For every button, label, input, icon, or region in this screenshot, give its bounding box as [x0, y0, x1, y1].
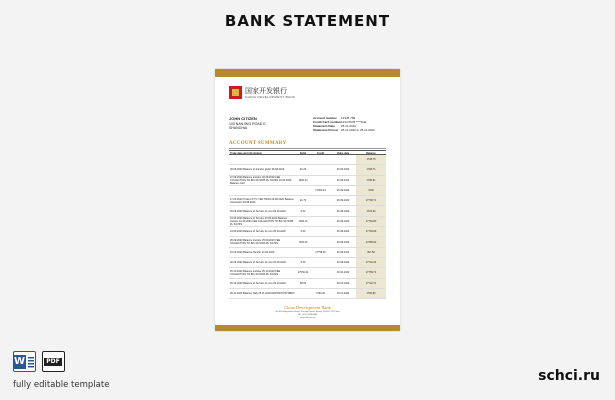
account-detail-label: Statement Date [313, 123, 335, 128]
row-description: 25.10.2020 Balance transfer 25.10.2020 FEE COLLECTION TO BIC 6471935 ZU DATFS [230, 269, 281, 276]
row-description: 25.09.2020 Balance transfer 25.09.2020 FEE COLLECTION TO BIC 6471935 ZU DATFS [230, 239, 281, 246]
row-description: 15.09.2020 Balance of Service 10.09.2020 Balance transfer 10.09.2020 FEE COLLECTION TO BIC 6471935 ZU DATFS [230, 216, 294, 226]
account-detail-value: 25.11.2020 [341, 123, 356, 128]
summary-divider [229, 148, 386, 149]
row-value-date: 30.09.2020 [336, 209, 350, 213]
column-header-balance: Balance [366, 152, 376, 155]
customer-name: JOHN CITIZEN [229, 116, 257, 121]
table-row [229, 258, 386, 268]
pdf-file-icon [42, 351, 65, 372]
row-description: 07.08.2020 Balance transfer 06.08.2020 FEE COLLECTION TO BIC 6471935 ZU DATFS 10.08.2020 Balance card [230, 175, 292, 185]
bottom-accent-bar [215, 325, 400, 331]
statement-document [215, 69, 400, 331]
column-header-credit: Credit [316, 152, 325, 155]
column-header-info: Trade date and information [230, 152, 263, 155]
row-balance: 1738.75 [356, 155, 386, 164]
row-description: 25.10.2020 Balance of Service Fe ono 25.10.2020 [230, 281, 286, 285]
row-value-date: 30.10.2020 [336, 271, 350, 275]
row-value-date: 30.09.2020 [336, 168, 350, 172]
customer-address-line: 100 NANJING ROAD E. [229, 121, 267, 126]
table-row [229, 217, 386, 227]
row-balance: 17742.71 [356, 279, 386, 288]
account-details [313, 117, 375, 133]
row-balance: 17732.44 [356, 258, 386, 267]
row-balance: 17486.92 [356, 237, 386, 246]
table-row [229, 206, 386, 216]
word-icon-letter: W [13, 356, 26, 367]
row-description: 10.09.2020 Balance Tansfer 10.09.2020 [230, 250, 275, 254]
account-summary-title: ACCOUNT SUMMARY [229, 141, 287, 146]
footer-contact [215, 311, 400, 320]
top-accent-bar [215, 69, 400, 77]
footer-web: www.cdb.com.cn [299, 317, 315, 319]
word-file-icon [13, 351, 36, 372]
row-debit: 6.20 [300, 261, 306, 265]
row-debit: 1063.10 [298, 219, 308, 223]
table-row [229, 248, 386, 258]
pdf-icon-label: PDF [44, 358, 62, 366]
column-header-value-date: Value date [336, 152, 350, 155]
row-debit: 17500.32 [297, 271, 309, 275]
row-balance: 17759.71 [356, 268, 386, 277]
table-row [229, 289, 386, 299]
row-value-date: 30.10.2020 [336, 281, 350, 285]
row-value-date: 30.09.2020 [336, 230, 350, 234]
row-value-date: 30.09.2020 [336, 240, 350, 244]
site-watermark: schci.ru [538, 368, 600, 384]
customer-address-line: SHANGHAI [229, 126, 248, 130]
account-detail-label: Statement Period [313, 127, 338, 132]
customer-address [229, 117, 267, 131]
row-balance: 1790.80 [356, 289, 386, 298]
row-balance: 1738.71 [356, 165, 386, 174]
table-row [229, 155, 386, 165]
row-credit: 7090.00 [315, 292, 326, 295]
table-row [229, 186, 386, 196]
row-balance: 1796.61 [356, 176, 386, 185]
row-balance: 397.52 [356, 248, 386, 257]
row-balance: 1000 [356, 186, 386, 195]
row-debit: 6.20 [300, 209, 306, 213]
row-debit: 1900.44 [298, 178, 308, 182]
row-balance: 17781.80 [356, 217, 386, 226]
row-credit: 17960.24 [315, 189, 326, 193]
column-header-debit: Debit [299, 152, 307, 155]
row-debit: 6.20 [300, 230, 306, 234]
table-row [229, 227, 386, 237]
bank-logo-icon [229, 86, 242, 99]
account-detail-label: Credit Card number [313, 119, 342, 124]
table-row [229, 165, 386, 175]
row-debit: 21.70 [299, 199, 307, 203]
row-value-date: 30.09.2020 [336, 178, 350, 182]
row-value-date: 30.11.2020 [336, 292, 350, 295]
table-row [229, 176, 386, 186]
table-row [229, 268, 386, 278]
row-debit: 42.20 [299, 168, 307, 172]
row-value-date: 30.09.2020 [336, 199, 350, 203]
row-description: 25.11.2020 Balance Tally 25.11.2020 DEPOSIT/PAYMENT [230, 292, 295, 295]
table-row [229, 279, 386, 289]
row-balance: 17738.71 [356, 196, 386, 205]
row-value-date: 30.09.2020 [336, 250, 350, 254]
row-value-date: 25.09.2020 [336, 189, 350, 193]
account-detail-value: 25.11.2020 to 25.11.2020 [341, 127, 375, 132]
page-title: BANK STATEMENT [224, 12, 391, 30]
table-row [229, 196, 386, 206]
template-tagline: fully editable template [13, 380, 110, 390]
row-description: 17.09.2020 Trade FX TO YEN TRAN 09.08.2020 Balance transaction 09.08.2020 [230, 197, 294, 204]
account-detail-value: 12345 789 [341, 116, 356, 120]
row-description: 09.08.2020 Balance of transfer globo 06.08.2020 [230, 168, 285, 172]
bank-name-en: CHINA DEVELOPMENT BANK [245, 95, 296, 99]
account-detail-label: Account number [313, 116, 337, 120]
table-row [229, 237, 386, 247]
row-balance: 1722.90 [356, 206, 386, 215]
row-debit: 7400.00 [298, 240, 308, 244]
row-credit: 17758.00 [315, 250, 326, 254]
account-detail-value: 1234 5678 ****1111 [341, 119, 367, 124]
row-description: 20.09.2020 Balance of Service Fe ono 20.09.2020 [230, 261, 286, 265]
row-description: 09.09.2020 Balance of Service Fe ono 09.09.2020 [230, 209, 286, 213]
footer-bank-name: China Development Bank [284, 305, 331, 310]
footer-address: No.18 Fuxingmennei Street, Xicheng District, Beijing, 100031, P.R.China [275, 311, 340, 313]
account-detail-row [313, 129, 375, 133]
row-debit: 58.00 [299, 281, 307, 285]
transactions-table [229, 150, 386, 299]
row-description: 24.09.2020 Balance of Service Fe ono 25.09.2020 [230, 230, 286, 234]
bank-name-cn: 国家开发银行 [245, 87, 287, 95]
row-value-date: 30.09.2020 [336, 261, 350, 265]
row-value-date: 30.09.2020 [336, 219, 350, 223]
row-balance: 17749.69 [356, 227, 386, 236]
footer-phone: TEL: 86-10-68306688 [297, 314, 318, 316]
